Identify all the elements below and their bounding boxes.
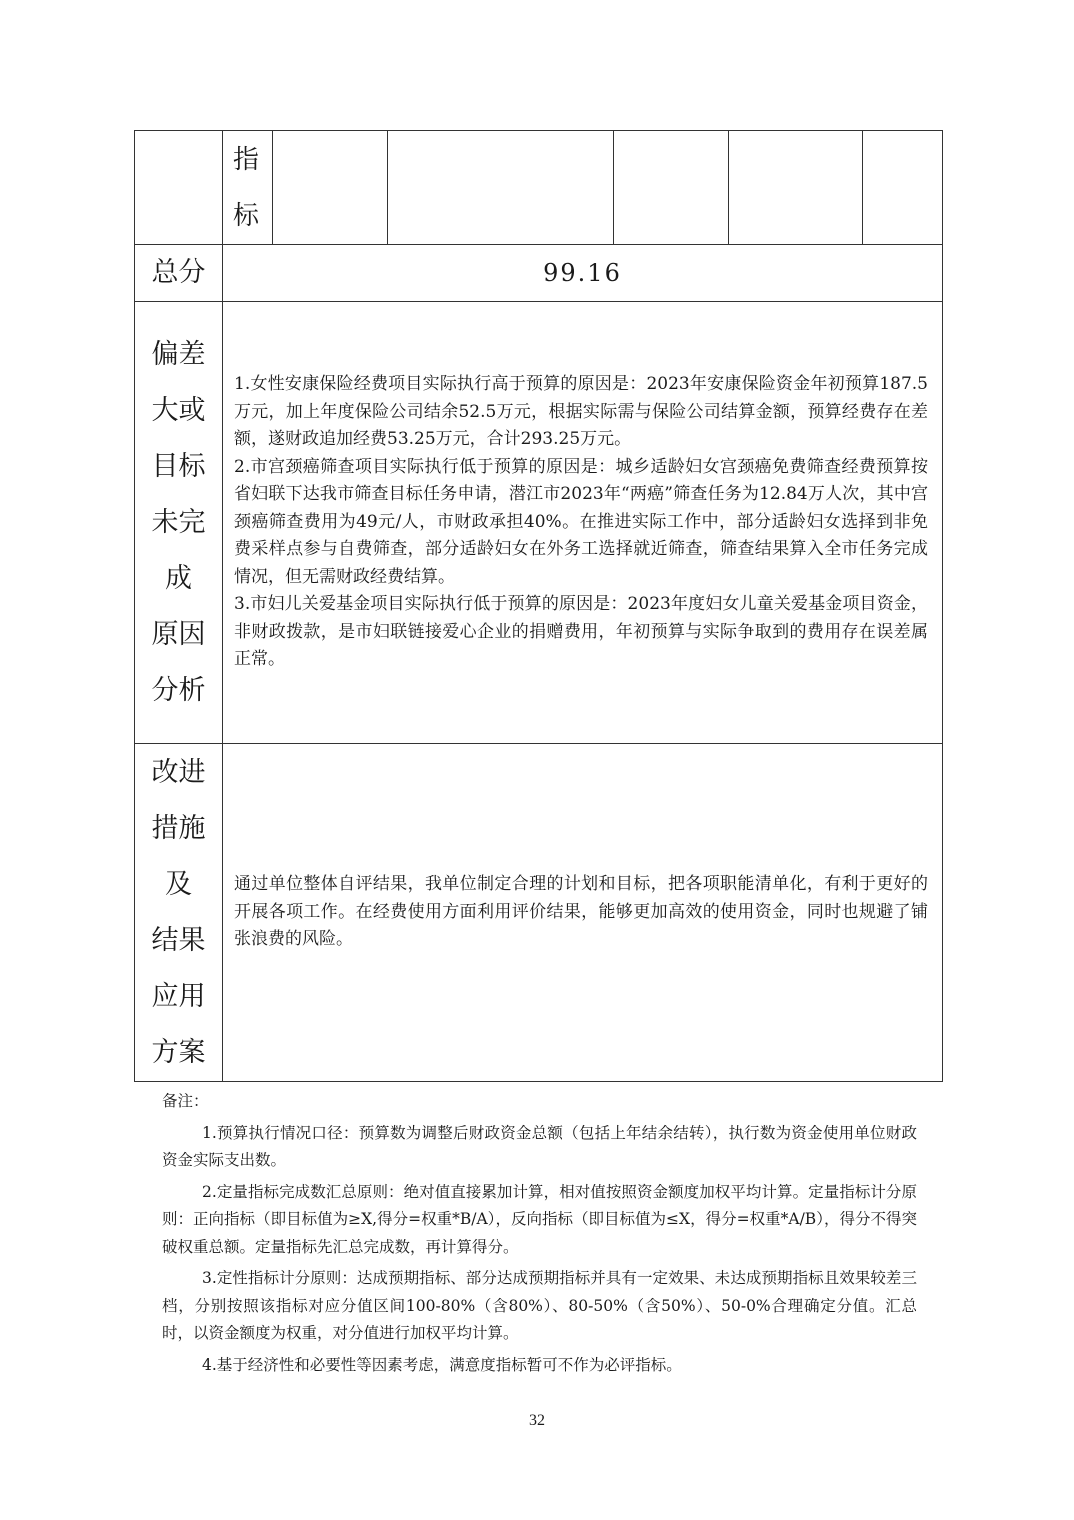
note-item-4: 4.基于经济性和必要性等因素考虑，满意度指标暂可不作为必评指标。 [202,1355,682,1374]
deviation-analysis [223,302,943,744]
improvement-row [135,744,943,1082]
note-item-3: 3.定性指标计分原则：达成预期指标、部分达成预期指标并具有一定效果、未达成预期指标且效果较差三档，分别按照该指标对应分值区间100-80%（含80%）、80-50%（含50%）、50-0%合理确定分值。汇总时，以资金额度为权重，对分值进行加权平均计算。 [162,1269,917,1342]
empty-cell [135,131,223,245]
note-item-1: 1.预算执行情况口径：预算数为调整后财政资金总额（包括上年结余结转），执行数为资金使用单位财政资金实际支出数。 [162,1123,917,1169]
improvement-plan [223,744,943,1082]
empty-cell [388,131,614,245]
total-score-label: 总分 [135,245,223,302]
improvement-label [135,744,223,1082]
page-number: 32 [529,1412,545,1429]
evaluation-table [134,130,943,1082]
total-score-value: 99.16 [223,245,943,302]
empty-cell [614,131,729,245]
notes-section [162,1088,917,1379]
deviation-paragraph-3: 3.市妇儿关爱基金项目实际执行低于预算的原因是：2023年度妇女儿童关爱基金项目资金，非财政拨款，是市妇联链接爱心企业的捐赠费用，年初预算与实际争取到的费用存在误差属正常。 [234,594,928,670]
notes-title: 备注： [162,1092,209,1110]
deviation-label [135,302,223,744]
improvement-text: 通过单位整体自评结果，我单位制定合理的计划和目标，把各项职能清单化，有利于更好的开展各项工作。在经费使用方面利用评价结果，能够更加高效的使用资金，同时也规避了铺张浪费的风险。 [234,874,928,950]
deviation-paragraph-2: 2.市宫颈癌筛查项目实际执行低于预算的原因是：城乡适龄妇女宫颈癌免费筛查经费预算按省妇联下达我市筛查目标任务申请，潜江市2023年“两癌”筛查任务为12.84万人次，其中宫颈癌筛查费用为49元/人，市财政承担40%。在推进实际工作中，部分适龄妇女选择到非免费采样点参与自费筛查，部分适龄妇女在外务工选择就近筛查，筛查结果算入全市任务完成情况，但无需财政经费结算。 [234,456,928,587]
indicator-row [135,131,943,245]
deviation-row [135,302,943,744]
empty-cell [729,131,863,245]
note-item-2: 2.定量指标完成数汇总原则：绝对值直接累加计算，相对值按照资金额度加权平均计算。定量指标计分原则：正向指标（即目标值为≥X,得分=权重*B/A），反向指标（即目标值为≤X，得分=权重*A/B），得分不得突破权重总额。定量指标先汇总完成数，再计算得分。 [162,1182,917,1256]
empty-cell [273,131,388,245]
indicator-label [223,131,273,245]
empty-cell [863,131,943,245]
improvement-label-text: 改进 措施 及 结果 应用 方案 [151,756,206,1068]
total-score-row [135,245,943,302]
indicator-label-text: 指 标 [233,144,260,231]
deviation-label-text: 偏差 大或 目标 未完 成 原因 分析 [151,338,206,706]
deviation-paragraph-1: 1.女性安康保险经费项目实际执行高于预算的原因是：2023年安康保险资金年初预算187.5万元，加上年度保险公司结余52.5万元，根据实际需与保险公司结算金额，预算经费存在差额，遂财政追加经费53.25万元，合计293.25万元。 [234,374,928,450]
